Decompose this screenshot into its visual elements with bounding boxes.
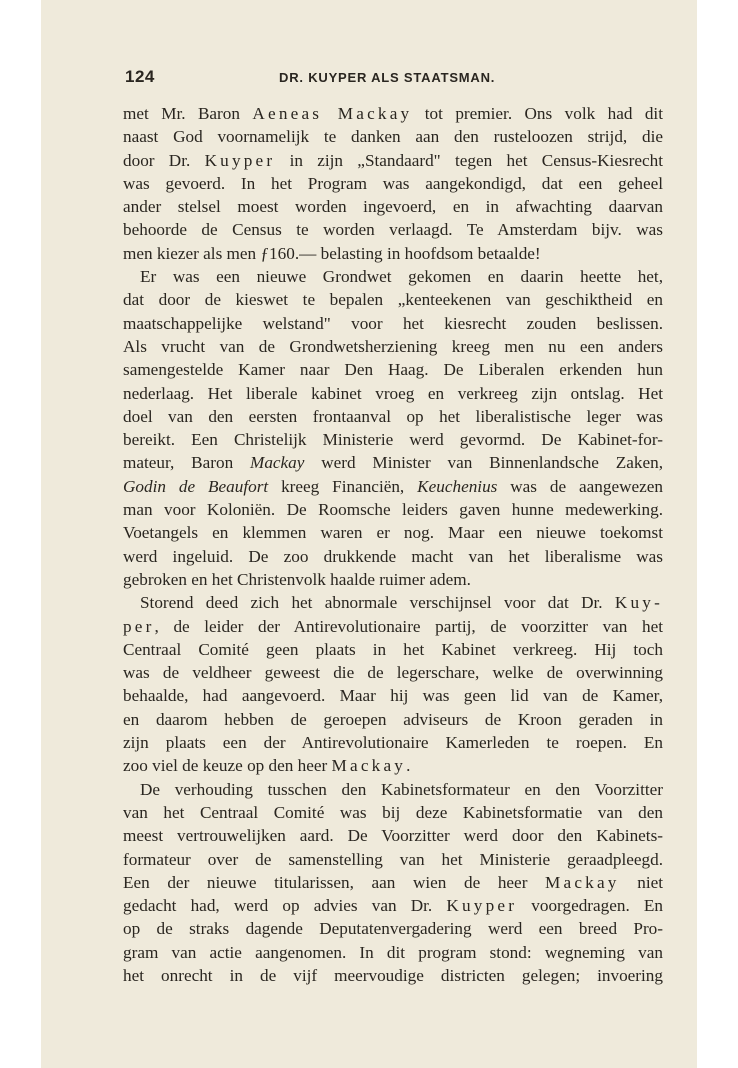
text-segment: doel van den eersten frontaanval op het liberalistische leger was [123, 406, 663, 426]
text-line [123, 684, 663, 707]
text-segment: De verhouding tusschen den Kabinetsformateur en den Voorzitter [140, 779, 663, 799]
text-segment: nederlaag. Het liberale kabinet vroeg en verkreeg zijn ontslag. Het [123, 383, 663, 403]
text-segment: formateur over de samenstelling van het Ministerie geraadpleegd. [123, 849, 663, 869]
text-line [123, 218, 663, 241]
text-segment: . [406, 756, 411, 776]
body-text [123, 102, 663, 987]
text-line [123, 358, 663, 381]
text-line [123, 521, 663, 544]
text-segment: was de veldheer geweest die de legerschare, welke de overwinning [123, 663, 663, 683]
text-line [123, 265, 663, 288]
text-line [123, 754, 663, 777]
text-segment: zijn plaats een der Antirevolutionaire Kamerleden te roepen. En [123, 733, 663, 753]
spaced-name: Kuyper [446, 896, 518, 916]
text-line [123, 288, 663, 311]
italic-name: Godin de Beaufort [123, 476, 269, 496]
text-segment: kreeg Financiën, [268, 476, 418, 496]
text-line [123, 195, 663, 218]
text-line [123, 824, 663, 847]
spaced-name: Kuyper [204, 150, 276, 170]
text-line [123, 405, 663, 428]
text-segment: op de straks dagende Deputatenvergadering werd een breed Pro- [123, 919, 663, 939]
text-line [123, 102, 663, 125]
text-segment: man voor Koloniën. De Roomsche leiders gaven hunne medewerking. [123, 500, 663, 520]
text-line [123, 731, 663, 754]
text-segment: men kiezer als men ƒ160.— belasting in hoofdsom betaalde! [123, 243, 541, 263]
text-line [123, 638, 663, 661]
text-line [123, 312, 663, 335]
italic-name: Keuchenius [417, 476, 498, 496]
text-line [123, 475, 663, 498]
running-head: DR. KUYPER ALS STAATSMAN. [279, 70, 496, 85]
text-segment: Centraal Comité geen plaats in het Kabinet verkreeg. Hij toch [123, 639, 663, 659]
text-segment: in zijn „Standaard" tegen het Census-Kiesrecht [275, 150, 663, 170]
text-line [123, 382, 663, 405]
text-line [123, 591, 663, 614]
text-segment: behaalde, had aangevoerd. Maar hij was geen lid van de Kamer, [123, 686, 663, 706]
text-segment: het onrecht in de vijf meervoudige districten gelegen; invoering [123, 965, 663, 985]
text-line [123, 661, 663, 684]
text-line [123, 451, 663, 474]
text-line [123, 172, 663, 195]
text-segment: en daarom hebben de geroepen adviseurs de Kroon geraden in [123, 709, 663, 729]
text-line [123, 335, 663, 358]
text-segment: naast God voornamelijk te danken aan den rusteloozen strijd, die [123, 127, 663, 147]
page-number: 124 [125, 67, 155, 86]
text-segment: tot premier. Ons volk had dit [412, 104, 663, 123]
text-segment: zoo viel de keuze op den heer [123, 756, 332, 776]
text-segment: door Dr. [123, 150, 205, 170]
paragraph [123, 778, 663, 988]
text-segment: van het Centraal Comité was bij deze Kabinetsformatie van den [123, 802, 663, 822]
text-line [123, 125, 663, 148]
page-header [125, 67, 603, 91]
text-segment: was gevoerd. In het Program was aangekondigd, dat een geheel [123, 173, 663, 193]
text-line [123, 801, 663, 824]
text-segment: was de aangewezen [497, 476, 663, 496]
italic-name: Mackay [250, 453, 305, 473]
text-segment: niet [619, 872, 663, 892]
text-line [123, 568, 663, 591]
text-line [123, 498, 663, 521]
text-segment: werd ingeluid. De zoo drukkende macht van het liberalisme was [123, 546, 663, 566]
text-line [123, 871, 663, 894]
text-segment: gebroken en het Christenvolk haalde ruimer adem. [123, 569, 471, 589]
text-segment: meest vertrouwelijken aard. De Voorzitter werd door den Kabinets- [123, 826, 663, 846]
text-segment: Een der nieuwe titularissen, aan wien de heer [123, 872, 546, 892]
text-segment: werd Minister van Binnenlandsche Zaken, [304, 453, 663, 473]
text-segment: mateur, Baron [123, 453, 250, 473]
text-line [123, 708, 663, 731]
spaced-name: Kuy- [614, 593, 663, 613]
text-line [123, 615, 663, 638]
text-line [123, 964, 663, 987]
book-page [41, 0, 697, 1068]
text-segment: gedacht had, werd op advies van Dr. [123, 896, 447, 916]
text-line [123, 941, 663, 964]
text-segment: Er was een nieuwe Grondwet gekomen en daarin heette het, [140, 267, 663, 287]
spaced-name: Mackay [331, 756, 407, 776]
text-segment: samengestelde Kamer naar Den Haag. De Liberalen erkenden hun [123, 360, 663, 380]
paragraph [123, 102, 663, 265]
text-segment: gram van actie aangenomen. In dit program stond: wegneming van [123, 942, 663, 962]
spaced-name: per [123, 616, 155, 636]
text-line [123, 848, 663, 871]
text-segment: met Mr. Baron [123, 104, 253, 123]
text-segment: bereikt. Een Christelijk Ministerie werd gevormd. De Kabinet-for- [123, 430, 663, 450]
text-line [123, 917, 663, 940]
text-segment: dat door de kieswet te bepalen „kenteekenen van geschiktheid en [123, 290, 663, 310]
paragraph [123, 591, 663, 777]
paragraph [123, 265, 663, 591]
text-segment: maatschappelijke welstand" voor het kiesrecht zouden beslissen. [123, 313, 663, 333]
text-line [123, 545, 663, 568]
text-line [123, 242, 663, 265]
spaced-name: Aeneas Mackay [252, 104, 413, 123]
text-line [123, 778, 663, 801]
text-line [123, 149, 663, 172]
text-segment: voorgedragen. En [517, 896, 663, 916]
text-segment: , de leider der Antirevolutionaire partij, de voorzitter van het [154, 616, 663, 636]
spaced-name: Mackay [545, 872, 620, 892]
text-segment: Voetangels en klemmen waren er nog. Maar een nieuwe toekomst [123, 523, 663, 543]
text-line [123, 428, 663, 451]
text-segment: Storend deed zich het abnormale verschijnsel voor dat Dr. [140, 593, 615, 613]
text-line [123, 894, 663, 917]
text-segment: ander stelsel moest worden ingevoerd, en in afwachting daarvan [123, 197, 663, 217]
text-segment: behoorde de Census te worden verlaagd. Te Amsterdam bijv. was [123, 220, 663, 240]
text-segment: Als vrucht van de Grondwetsherziening kreeg men nu een anders [123, 336, 663, 356]
